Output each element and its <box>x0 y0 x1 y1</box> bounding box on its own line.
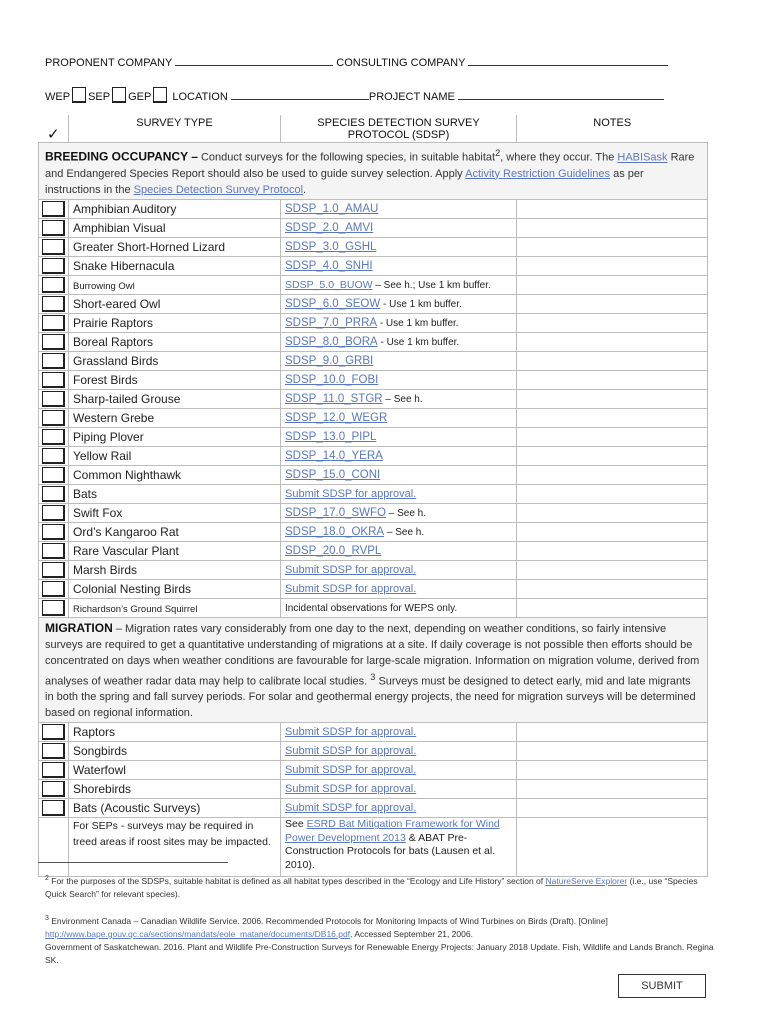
survey-checkbox[interactable] <box>42 762 65 778</box>
survey-checkbox[interactable] <box>42 277 65 293</box>
protocol-cell <box>281 218 517 237</box>
protocol-link[interactable]: SDSP_5.0_BUOW <box>285 278 373 291</box>
checkbox-cell <box>39 294 69 313</box>
wep-label: WEP <box>45 91 71 103</box>
checkbox-cell <box>39 389 69 408</box>
checkbox-cell <box>39 818 69 877</box>
checkbox-cell <box>39 313 69 332</box>
table-row <box>39 503 708 522</box>
species-cell <box>69 370 281 389</box>
table-row <box>39 427 708 446</box>
species-cell <box>69 541 281 560</box>
protocol-link[interactable]: SDSP_13.0_PIPL <box>285 430 377 443</box>
species-name: Forest Birds <box>73 372 138 387</box>
migration-description <box>39 617 708 723</box>
protocol-link[interactable]: SDSP_17.0_SWFO <box>285 506 386 519</box>
species-cell <box>69 579 281 598</box>
species-name: Ord’s Kangaroo Rat <box>73 524 179 539</box>
species-name: Marsh Birds <box>73 562 138 577</box>
survey-checkbox[interactable] <box>42 315 65 331</box>
species-name: Bats (Acoustic Surveys) <box>73 801 201 816</box>
breeding-description <box>39 143 708 200</box>
checkbox-cell <box>39 723 69 742</box>
protocol-cell <box>281 503 517 522</box>
location-label: LOCATION <box>172 91 228 103</box>
table-row <box>39 446 708 465</box>
footnote-2 <box>45 872 715 901</box>
table-row <box>39 579 708 598</box>
survey-checkbox[interactable] <box>42 781 65 797</box>
survey-checkbox[interactable] <box>42 505 65 521</box>
migration-text: Surveys must be designed to detect early, mid and late migrants in both the spring and fall survey periods. For solar and geothermal energy projects, the need for migration surveys will be determined based on regional information. <box>45 675 696 720</box>
footnote-ref-2: 2 <box>495 148 501 158</box>
consulting-label: CONSULTING COMPANY <box>336 57 466 69</box>
checkbox-cell <box>39 408 69 427</box>
activity-restriction-link[interactable]: Activity Restriction Guidelines <box>465 167 611 180</box>
protocol-link[interactable]: SDSP_14.0_YERA <box>285 449 383 462</box>
table-row <box>39 218 708 237</box>
species-cell <box>69 389 281 408</box>
species-cell <box>69 761 281 780</box>
protocol-link[interactable]: SDSP_2.0_AMVI <box>285 221 374 234</box>
protocol-cell <box>281 465 517 484</box>
species-name: Yellow Rail <box>73 448 132 463</box>
habisask-link[interactable]: HABISask <box>617 151 668 164</box>
species-cell <box>69 465 281 484</box>
project-label: PROJECT NAME <box>368 91 455 103</box>
checkbox-cell <box>39 237 69 256</box>
protocol-link[interactable]: Submit SDSP for approval. <box>285 745 417 758</box>
protocol-link[interactable]: SDSP_10.0_FOBI <box>285 373 379 386</box>
survey-checkbox[interactable] <box>42 800 65 816</box>
table-row <box>39 351 708 370</box>
notes-cell[interactable] <box>517 818 708 877</box>
species-name: Songbirds <box>73 744 128 759</box>
breeding-text: Rare and Endangered Species Report should also be used to guide survey selection. Apply <box>45 151 695 180</box>
survey-checkbox[interactable] <box>42 543 65 559</box>
protocol-note: - Use 1 km buffer. <box>380 298 462 310</box>
protocol-cell <box>281 237 517 256</box>
see-text: See <box>285 818 307 831</box>
survey-type-header: SURVEY TYPE <box>69 115 281 143</box>
bats-species-note: For SEPs - surveys may be required in treed areas if roost sites may be impacted. <box>69 818 281 877</box>
checkbox-cell <box>39 560 69 579</box>
species-cell <box>69 313 281 332</box>
species-name: Short-eared Owl <box>73 296 161 311</box>
protocol-link[interactable]: Submit SDSP for approval. <box>285 764 417 777</box>
checkbox-cell <box>39 199 69 218</box>
protocol-cell <box>281 427 517 446</box>
gep-checkbox[interactable] <box>153 87 167 103</box>
protocol-note: - Use 1 km buffer. <box>377 317 459 329</box>
notes-cell[interactable] <box>517 427 708 446</box>
species-name: Colonial Nesting Birds <box>73 581 192 596</box>
protocol-link[interactable]: Submit SDSP for approval. <box>285 563 417 576</box>
species-cell <box>69 742 281 761</box>
protocol-link[interactable]: SDSP_12.0_WEGR <box>285 411 388 424</box>
survey-checkbox[interactable] <box>42 258 65 274</box>
submit-button[interactable]: SUBMIT <box>618 974 706 998</box>
species-name: Amphibian Visual <box>73 220 166 235</box>
species-name: Swift Fox <box>73 505 123 520</box>
species-name: Greater Short-Horned Lizard <box>73 239 226 254</box>
survey-checkbox[interactable] <box>42 410 65 426</box>
protocol-cell <box>281 313 517 332</box>
abat-text: & ABAT Pre-Construction Protocols for bats (Lausen et al. 2010). <box>285 831 496 871</box>
checkbox-cell <box>39 780 69 799</box>
table-row <box>39 541 708 560</box>
protocol-cell <box>281 598 517 617</box>
checkbox-cell <box>39 446 69 465</box>
protocol-cell <box>281 446 517 465</box>
notes-cell[interactable] <box>517 313 708 332</box>
protocol-link[interactable]: SDSP_20.0_RVPL <box>285 544 382 557</box>
table-row <box>39 332 708 351</box>
protocol-note: – See h.; Use 1 km buffer. <box>372 279 491 291</box>
notes-cell[interactable] <box>517 579 708 598</box>
protocol-link[interactable]: Submit SDSP for approval. <box>285 582 417 595</box>
species-cell <box>69 723 281 742</box>
migration-title: MIGRATION <box>45 620 113 635</box>
protocol-link[interactable]: SDSP_18.0_OKRA <box>285 525 385 538</box>
protocol-note: – See h. <box>384 526 425 538</box>
protocol-link[interactable]: SDSP_6.0_SEOW <box>285 297 381 310</box>
protocol-link[interactable]: SDSP_11.0_STGR <box>285 392 383 405</box>
footnote-ref-3: 3 <box>370 671 376 682</box>
species-name: Piping Plover <box>73 429 144 444</box>
survey-checkbox[interactable] <box>42 372 65 388</box>
checkbox-cell <box>39 579 69 598</box>
species-name: Amphibian Auditory <box>73 201 177 216</box>
footnote-text: Government of Saskatchewan. 2016. Plant and Wildlife Pre-Construction Surveys for Renewable Energy Projects: January 2018 Update. Fish, Wildlife and Lands Branch. Regina SK. <box>45 941 714 965</box>
species-cell <box>69 799 281 818</box>
table-row <box>39 799 708 818</box>
checkbox-cell <box>39 598 69 617</box>
table-row <box>39 560 708 579</box>
species-name: Snake Hibernacula <box>73 258 175 273</box>
survey-checkbox[interactable] <box>42 524 65 540</box>
checkbox-cell <box>39 503 69 522</box>
table-row <box>39 275 708 294</box>
protocol-cell <box>281 560 517 579</box>
notes-cell[interactable] <box>517 446 708 465</box>
species-cell <box>69 522 281 541</box>
breeding-text: , where they occur. The <box>500 151 618 164</box>
table-row <box>39 742 708 761</box>
checkbox-cell <box>39 218 69 237</box>
footnote-3 <box>45 912 715 967</box>
survey-checkbox[interactable] <box>42 220 65 236</box>
header-line-2 <box>45 87 664 103</box>
notes-cell[interactable] <box>517 484 708 503</box>
species-cell <box>69 332 281 351</box>
protocol-link[interactable]: SDSP_15.0_CONI <box>285 468 381 481</box>
table-row <box>39 199 708 218</box>
protocol-link[interactable]: Submit SDSP for approval. <box>285 802 417 815</box>
checkbox-cell <box>39 332 69 351</box>
breeding-text: Conduct surveys for the following species, in suitable habitat <box>197 151 496 164</box>
survey-checkbox[interactable] <box>42 467 65 483</box>
species-cell <box>69 256 281 275</box>
notes-cell[interactable] <box>517 389 708 408</box>
survey-checkbox[interactable] <box>42 429 65 445</box>
protocol-cell <box>281 332 517 351</box>
table-row <box>39 465 708 484</box>
table-row <box>39 484 708 503</box>
survey-checkbox[interactable] <box>42 562 65 578</box>
table-header-row <box>39 115 708 143</box>
notes-cell[interactable] <box>517 275 708 294</box>
survey-table <box>38 115 708 877</box>
proponent-field[interactable] <box>175 56 333 66</box>
protocol-cell <box>281 408 517 427</box>
consulting-field[interactable] <box>468 56 668 66</box>
notes-cell[interactable] <box>517 560 708 579</box>
header-line-1 <box>45 56 668 69</box>
species-cell <box>69 503 281 522</box>
notes-cell[interactable] <box>517 503 708 522</box>
protocol-cell <box>281 199 517 218</box>
table-row <box>39 237 708 256</box>
notes-cell[interactable] <box>517 256 708 275</box>
bats-protocol-note <box>281 818 517 877</box>
footnote-divider <box>38 862 228 863</box>
sdsp-guide-link[interactable]: Species Detection Survey Protocol <box>133 183 304 196</box>
sep-label: SEP <box>88 91 111 103</box>
breeding-rows <box>39 199 708 617</box>
checkbox-cell <box>39 370 69 389</box>
species-cell <box>69 218 281 237</box>
checkbox-cell <box>39 256 69 275</box>
notes-cell[interactable] <box>517 237 708 256</box>
migration-rows <box>39 723 708 877</box>
breeding-section-row <box>39 143 708 200</box>
protocol-link[interactable]: Submit SDSP for approval. <box>285 487 417 500</box>
species-cell <box>69 237 281 256</box>
species-name: Richardson’s Ground Squirrel <box>73 603 198 615</box>
survey-checkbox[interactable] <box>42 334 65 350</box>
migration-text: – Migration rates vary considerably from one day to the next, depending on weather conditions, so fairly intensive surveys are required to get a quantitative understanding of migrations at a site. If daily coverage is not possible then efforts should be concentrated on days when weather conditions are favourable for large-scale migration. Information on migration volume, derived from analyses of weather radar data may help to calibrate local studies. <box>45 622 700 688</box>
protocol-cell <box>281 799 517 818</box>
bape-link[interactable]: http://www.bape.gouv.qc.ca/sections/mandats/eole_matane/documents/DB16.pdf <box>45 928 351 939</box>
survey-checkbox[interactable] <box>42 296 65 312</box>
notes-cell[interactable] <box>517 780 708 799</box>
esrd-framework-link[interactable]: ESRD Bat Mitigation Framework for Wind Power Development 2013 <box>285 818 500 844</box>
protocol-link[interactable]: SDSP_4.0_SNHI <box>285 259 373 272</box>
species-name: Shorebirds <box>73 782 132 797</box>
survey-checkbox[interactable] <box>42 743 65 759</box>
footnote-number: 2 <box>45 875 49 882</box>
checkbox-cell <box>39 522 69 541</box>
migration-section-row <box>39 617 708 723</box>
notes-cell[interactable] <box>517 799 708 818</box>
table-row <box>39 723 708 742</box>
natureserve-link[interactable]: NatureServe Explorer <box>545 875 628 886</box>
species-name: Grassland Birds <box>73 353 159 368</box>
species-cell <box>69 780 281 799</box>
breeding-text: as per instructions in the <box>45 167 644 196</box>
notes-cell[interactable] <box>517 598 708 617</box>
survey-checkbox[interactable] <box>42 600 65 616</box>
protocol-header-line2: PROTOCOL (SDSP) <box>347 129 450 141</box>
protocol-link[interactable]: SDSP_3.0_GSHL <box>285 240 377 253</box>
notes-cell[interactable] <box>517 761 708 780</box>
protocol-cell <box>281 484 517 503</box>
notes-cell[interactable] <box>517 218 708 237</box>
project-name-field[interactable] <box>458 90 664 100</box>
survey-checkbox[interactable] <box>42 724 65 740</box>
notes-cell[interactable] <box>517 351 708 370</box>
checkbox-cell <box>39 427 69 446</box>
footnote-text: (i.e., use “Species Quick Search” for relevant species). <box>45 875 698 899</box>
protocol-cell <box>281 256 517 275</box>
checkbox-cell <box>39 742 69 761</box>
footnote-text: . Accessed September 21, 2006. <box>350 928 473 939</box>
species-name: Rare Vascular Plant <box>73 543 179 558</box>
notes-cell[interactable] <box>517 723 708 742</box>
species-name: Waterfowl <box>73 763 126 778</box>
wep-checkbox[interactable] <box>72 87 86 103</box>
protocol-note: – See h. <box>385 507 427 519</box>
table-row <box>39 313 708 332</box>
table-row <box>39 389 708 408</box>
protocol-cell <box>281 275 517 294</box>
protocol-header-line1: SPECIES DETECTION SURVEY <box>317 117 480 129</box>
bats-details-row <box>39 818 708 877</box>
protocol-link[interactable]: SDSP_7.0_PRRA <box>285 316 378 329</box>
protocol-cell <box>281 742 517 761</box>
table-row <box>39 256 708 275</box>
location-field[interactable] <box>231 90 369 100</box>
footnote-text: Environment Canada – Canadian Wildlife Service. 2006. Recommended Protocols for Monitoring Impacts of Wind Turbines on Birds (Draft). [Online] <box>48 915 608 926</box>
protocol-cell <box>281 522 517 541</box>
notes-cell[interactable] <box>517 199 708 218</box>
notes-cell[interactable] <box>517 370 708 389</box>
table-row <box>39 598 708 617</box>
survey-checkbox[interactable] <box>42 353 65 369</box>
protocol-cell <box>281 780 517 799</box>
species-name: Bats <box>73 486 98 501</box>
species-name: Common Nighthawk <box>73 467 182 482</box>
notes-cell[interactable] <box>517 294 708 313</box>
species-name: Sharp-tailed Grouse <box>73 391 181 406</box>
survey-checkbox[interactable] <box>42 391 65 407</box>
breeding-text: . <box>303 183 307 196</box>
protocol-cell <box>281 389 517 408</box>
checkbox-cell <box>39 541 69 560</box>
species-cell <box>69 199 281 218</box>
species-cell <box>69 294 281 313</box>
species-cell <box>69 484 281 503</box>
species-cell <box>69 408 281 427</box>
survey-checkbox[interactable] <box>42 239 65 255</box>
table-row <box>39 408 708 427</box>
protocol-cell <box>281 351 517 370</box>
protocol-cell <box>281 294 517 313</box>
checkbox-cell <box>39 465 69 484</box>
table-row <box>39 522 708 541</box>
notes-cell[interactable] <box>517 332 708 351</box>
notes-cell[interactable] <box>517 522 708 541</box>
survey-checkbox[interactable] <box>42 581 65 597</box>
table-row <box>39 370 708 389</box>
checkbox-cell <box>39 761 69 780</box>
notes-cell[interactable] <box>517 742 708 761</box>
protocol-note: – See h. <box>382 393 423 405</box>
notes-cell[interactable] <box>517 465 708 484</box>
protocol-cell <box>281 761 517 780</box>
footnote-text: For the purposes of the SDSPs, suitable habitat is defined as all habitat types described in the “Ecology and Life History” section of <box>48 875 546 886</box>
checkbox-cell <box>39 799 69 818</box>
protocol-cell <box>281 723 517 742</box>
protocol-cell <box>281 541 517 560</box>
protocol-cell <box>281 370 517 389</box>
survey-checkbox[interactable] <box>42 201 65 217</box>
species-cell <box>69 446 281 465</box>
footnote-number: 3 <box>45 915 49 922</box>
notes-cell[interactable] <box>517 541 708 560</box>
protocol-header <box>281 115 517 143</box>
protocol-link[interactable]: SDSP_9.0_GRBI <box>285 354 374 367</box>
species-cell <box>69 560 281 579</box>
checkbox-cell <box>39 484 69 503</box>
survey-checkbox[interactable] <box>42 448 65 464</box>
species-name: Burrowing Owl <box>73 280 135 292</box>
table-row <box>39 294 708 313</box>
table-row <box>39 780 708 799</box>
checkbox-cell <box>39 351 69 370</box>
protocol-link[interactable]: Submit SDSP for approval. <box>285 783 417 796</box>
species-cell <box>69 598 281 617</box>
protocol-link[interactable]: SDSP_8.0_BORA <box>285 335 378 348</box>
species-cell <box>69 427 281 446</box>
protocol-note: - Use 1 km buffer. <box>377 336 460 348</box>
checkmark-icon: ✓ <box>46 126 60 143</box>
check-header <box>39 115 69 143</box>
species-name: Raptors <box>73 725 116 740</box>
protocol-cell <box>281 579 517 598</box>
protocol-note: Incidental observations for WEPS only. <box>285 602 458 614</box>
table-row <box>39 761 708 780</box>
checkbox-cell <box>39 275 69 294</box>
species-name: Western Grebe <box>73 410 155 425</box>
species-cell <box>69 351 281 370</box>
survey-checkbox[interactable] <box>42 486 65 502</box>
species-name: Prairie Raptors <box>73 315 154 330</box>
species-cell <box>69 275 281 294</box>
species-name: Boreal Raptors <box>73 334 154 349</box>
proponent-label: PROPONENT COMPANY <box>45 57 173 69</box>
breeding-title: BREEDING OCCUPANCY – <box>45 149 198 164</box>
sep-checkbox[interactable] <box>112 87 126 103</box>
protocol-link[interactable]: SDSP_1.0_AMAU <box>285 202 379 215</box>
notes-header: NOTES <box>517 115 708 143</box>
notes-cell[interactable] <box>517 408 708 427</box>
gep-label: GEP <box>128 91 152 103</box>
protocol-link[interactable]: Submit SDSP for approval. <box>285 726 417 739</box>
